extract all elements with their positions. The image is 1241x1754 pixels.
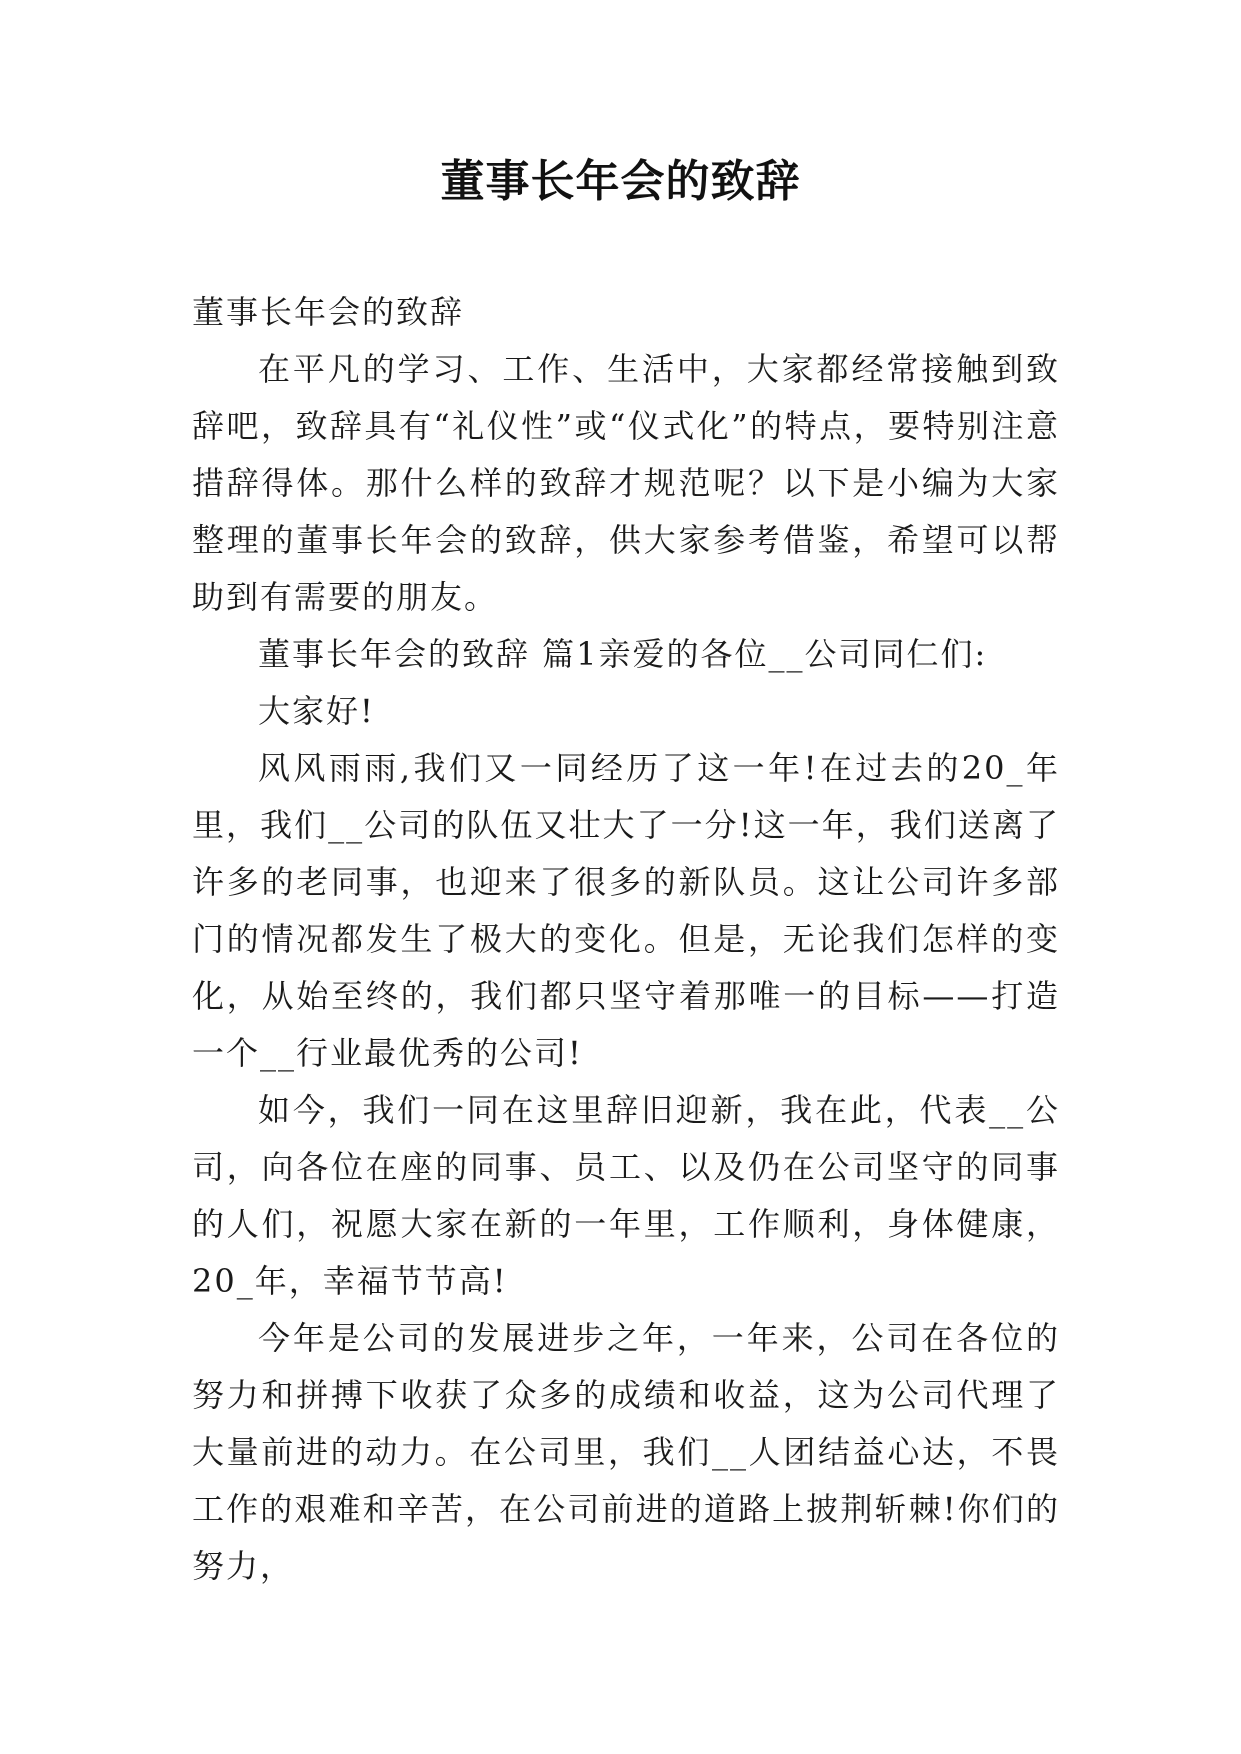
body-paragraph: 如今，我们一同在这里辞旧迎新，我在此，代表__公司，向各位在座的同事、员工、以及仍在公司坚守的同事的人们，祝愿大家在新的一年里，工作顺利，身体健康，20_年，幸福节节高!: [192, 1091, 1060, 1300]
greeting-paragraph: 大家好!: [258, 692, 375, 730]
body-paragraph: 风风雨雨,我们又一同经历了这一年!在过去的20_年里，我们__公司的队伍又壮大了一分!这一年，我们送离了许多的老同事，也迎来了很多的新队员。这让公司许多部门的情况都发生了极大的变化。但是，无论我们怎样的变化，从始至终的，我们都只坚守着那唯一的目标——打造一个__行业最优秀的公司!: [192, 749, 1060, 1072]
intro-paragraph: 在平凡的学习、工作、生活中，大家都经常接触到致辞吧，致辞具有“礼仪性”或“仪式化”的特点，要特别注意措辞得体。那什么样的致辞才规范呢？以下是小编为大家整理的董事长年会的致辞，供大家参考借鉴，希望可以帮助到有需要的朋友。: [192, 350, 1060, 616]
subtitle-paragraph: 董事长年会的致辞: [192, 293, 465, 331]
document-body: [192, 284, 1060, 1595]
document-title: 董事长年会的致辞: [440, 156, 801, 207]
body-paragraph: 今年是公司的发展进步之年，一年来，公司在各位的努力和拼搏下收获了众多的成绩和收益，这为公司代理了大量前进的动力。在公司里，我们__人团结益心达，不畏工作的艰难和辛苦，在公司前进的道路上披荆斩棘!你们的努力，: [192, 1319, 1060, 1585]
salutation-paragraph: 董事长年会的致辞 篇1亲爱的各位__公司同仁们:: [258, 635, 988, 673]
